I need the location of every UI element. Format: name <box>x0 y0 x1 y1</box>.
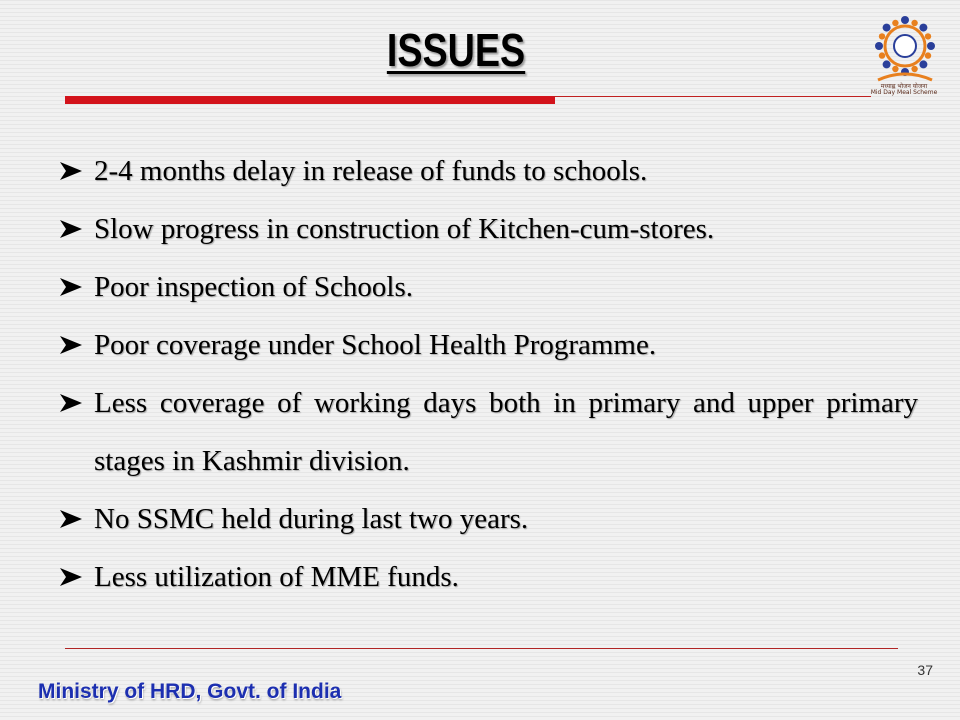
bullet-text: No SSMC held during last two years. <box>94 503 529 535</box>
arrowhead-bullet-icon <box>58 548 94 606</box>
bullet-item <box>58 316 918 374</box>
bullet-text: Poor coverage under School Health Programme. <box>94 329 657 361</box>
bullet-item <box>58 490 918 548</box>
arrowhead-bullet-icon <box>58 316 94 374</box>
arrowhead-bullet-icon <box>58 258 94 316</box>
bullet-text: Slow progress in construction of Kitchen-cum-stores. <box>94 213 715 245</box>
arrowhead-bullet-icon <box>58 200 94 258</box>
title-underline-bar <box>65 96 555 104</box>
arrowhead-bullet-icon <box>58 142 94 200</box>
bullet-text: Poor inspection of Schools. <box>94 271 413 303</box>
logo-ring <box>875 16 935 76</box>
bullet-text: Less utilization of MME funds. <box>94 561 459 593</box>
bullet-text: Less coverage of working days both in primary and upper primary stages in Kashmir division. <box>94 387 918 477</box>
arrowhead-bullet-icon <box>58 374 94 432</box>
title-divider-line <box>553 96 871 97</box>
logo-caption-english: Mid Day Meal Scheme <box>870 89 938 96</box>
footer-divider-line <box>65 648 898 649</box>
bullet-list <box>58 142 918 606</box>
arrowhead-bullet-icon <box>58 490 94 548</box>
page-number: 37 <box>917 662 933 678</box>
bullet-item <box>58 258 918 316</box>
bullet-text: 2-4 months delay in release of funds to schools. <box>94 155 648 187</box>
footer-ministry-text: Ministry of HRD, Govt. of India <box>38 680 342 703</box>
bullet-item <box>58 142 918 200</box>
bullet-item <box>58 374 918 490</box>
logo-caption-hindi: मध्याह्न भोजन योजना <box>880 83 928 90</box>
bullet-item <box>58 548 918 606</box>
slide-title: ISSUES <box>386 24 526 76</box>
bullet-item <box>58 200 918 258</box>
